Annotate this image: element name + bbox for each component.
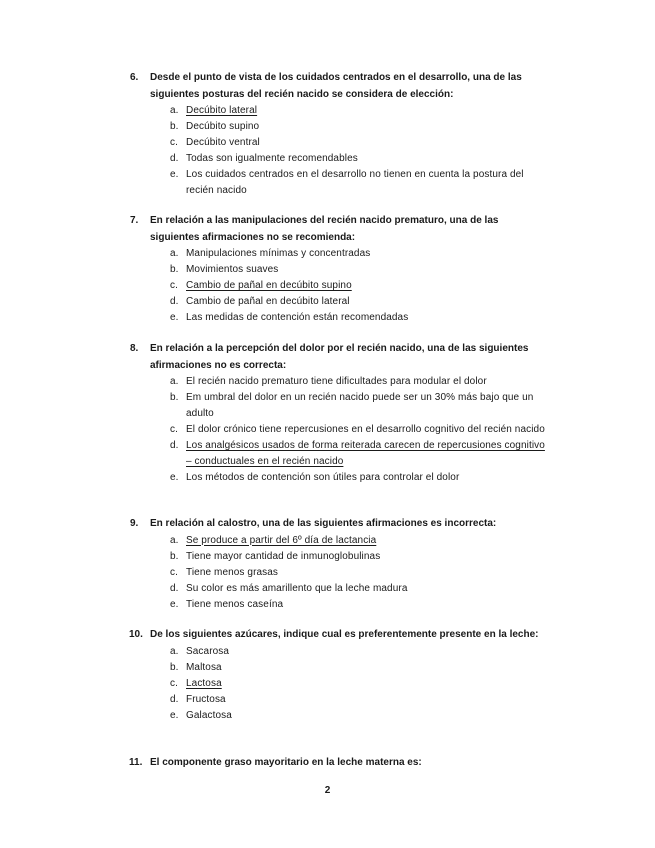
option-letter: d. — [170, 440, 179, 451]
option-text: Maltosa — [186, 661, 222, 673]
option-letter: a. — [170, 105, 179, 116]
question-text: En relación a la percepción del dolor por el recién nacido, una de las siguientes afirmaciones no es correcta: — [150, 343, 529, 371]
option-letter: a. — [170, 248, 179, 259]
option-letter: b. — [170, 264, 179, 275]
option-d — [130, 692, 550, 708]
question-number: 10. — [129, 629, 143, 640]
option-text-correct: Se produce a partir del 6º día de lactancia — [186, 534, 377, 546]
option-text: Galactosa — [186, 709, 232, 721]
option-letter: e. — [170, 709, 179, 721]
question-text: El componente graso mayoritario en la leche materna es: — [150, 757, 422, 768]
option-c — [130, 565, 550, 581]
question-7 — [130, 213, 550, 326]
option-letter: b. — [170, 392, 179, 403]
question-8 — [130, 341, 550, 486]
option-letter: c. — [170, 566, 178, 578]
option-list — [130, 246, 550, 326]
option-a — [130, 374, 550, 390]
question-stem — [130, 70, 550, 103]
option-text: Las medidas de contención están recomendadas — [186, 312, 409, 323]
option-c — [130, 422, 550, 438]
option-a — [130, 644, 550, 660]
option-text-correct: Lactosa — [186, 677, 222, 689]
option-letter: a. — [170, 534, 179, 546]
option-letter: c. — [170, 137, 178, 148]
option-text: Tiene mayor cantidad de inmunoglobulinas — [186, 550, 381, 562]
option-list — [130, 374, 550, 486]
option-e — [130, 470, 550, 486]
question-text: De los siguientes azúcares, indique cual es preferentemente presente en la leche: — [150, 629, 539, 640]
question-10 — [130, 627, 550, 724]
option-text: Los métodos de contención son útiles para controlar el dolor — [186, 472, 460, 483]
option-letter: c. — [170, 677, 178, 689]
option-text: Sacarosa — [186, 645, 230, 657]
option-a — [130, 103, 550, 119]
option-c — [130, 278, 550, 294]
question-stem — [130, 341, 550, 374]
option-text: Su color es más amarillento que la leche madura — [186, 582, 408, 594]
question-number: 8. — [130, 343, 139, 354]
option-b — [130, 262, 550, 278]
option-text: Fructosa — [186, 693, 226, 705]
option-b — [130, 119, 550, 135]
option-letter: b. — [170, 121, 179, 132]
question-text: En relación a las manipulaciones del recién nacido prematuro, una de las siguientes afirmaciones no se recomienda: — [150, 215, 499, 243]
option-text: Decúbito ventral — [186, 137, 260, 148]
option-letter: e. — [170, 472, 179, 483]
option-text: Decúbito supino — [186, 121, 260, 132]
option-text: Cambio de pañal en decúbito lateral — [186, 296, 350, 307]
option-text-correct: Cambio de pañal en decúbito supino — [186, 280, 352, 291]
question-number: 6. — [130, 72, 139, 83]
question-stem — [130, 213, 550, 246]
option-letter: a. — [170, 645, 179, 657]
option-letter: d. — [170, 693, 179, 705]
option-text: Movimientos suaves — [186, 264, 279, 275]
option-letter: c. — [170, 280, 178, 291]
option-letter: d. — [170, 153, 179, 164]
option-text: El recién nacido prematuro tiene dificultades para modular el dolor — [186, 376, 487, 387]
option-text: Los cuidados centrados en el desarrollo no tienen en cuenta la postura del recién nacido — [186, 169, 524, 196]
option-d — [130, 294, 550, 310]
option-c — [130, 135, 550, 151]
option-text: Tiene menos caseína — [186, 598, 284, 610]
option-letter: e. — [170, 312, 179, 323]
question-6 — [130, 70, 550, 199]
option-letter: c. — [170, 424, 178, 435]
option-e — [130, 310, 550, 326]
option-b — [130, 660, 550, 676]
question-11 — [130, 755, 550, 772]
option-letter: d. — [170, 582, 179, 594]
option-text: Manipulaciones mínimas y concentradas — [186, 248, 371, 259]
option-list — [130, 644, 550, 724]
option-d — [130, 151, 550, 167]
page-number: 2 — [324, 785, 331, 796]
option-e — [130, 597, 550, 613]
option-text: Tiene menos grasas — [186, 566, 279, 578]
question-number: 11. — [129, 757, 143, 768]
option-a — [130, 246, 550, 262]
option-d — [130, 438, 550, 470]
option-list — [130, 533, 550, 613]
option-letter: b. — [170, 661, 179, 673]
question-stem — [130, 627, 550, 644]
option-e — [130, 708, 550, 724]
option-letter: e. — [170, 169, 179, 180]
option-text: Todas son igualmente recomendables — [186, 153, 358, 164]
option-e — [130, 167, 550, 199]
question-text: Desde el punto de vista de los cuidados centrados en el desarrollo, una de las siguientes posturas del recién nacido se considera de elección: — [150, 72, 522, 100]
option-text: Em umbral del dolor en un recién nacido puede ser un 30% más bajo que un adulto — [186, 392, 534, 419]
option-text-correct: Decúbito lateral — [186, 105, 258, 116]
option-letter: b. — [170, 550, 179, 562]
option-letter: a. — [170, 376, 179, 387]
question-number: 7. — [130, 215, 139, 226]
option-d — [130, 581, 550, 597]
option-b — [130, 549, 550, 565]
question-9 — [130, 516, 550, 613]
question-text: En relación al calostro, una de las siguientes afirmaciones es incorrecta: — [150, 518, 497, 529]
option-a — [130, 533, 550, 549]
option-list — [130, 103, 550, 199]
question-number: 9. — [130, 518, 139, 529]
option-b — [130, 390, 550, 422]
option-c — [130, 676, 550, 692]
option-text-correct: Los analgésicos usados de forma reiterada carecen de repercusiones cognitivo – conductuales en el recién nacido — [186, 440, 545, 467]
question-stem — [130, 755, 550, 772]
option-letter: e. — [170, 598, 179, 610]
option-text: El dolor crónico tiene repercusiones en el desarrollo cognitivo del recién nacido — [186, 424, 545, 435]
option-letter: d. — [170, 296, 179, 307]
question-stem — [130, 516, 550, 533]
